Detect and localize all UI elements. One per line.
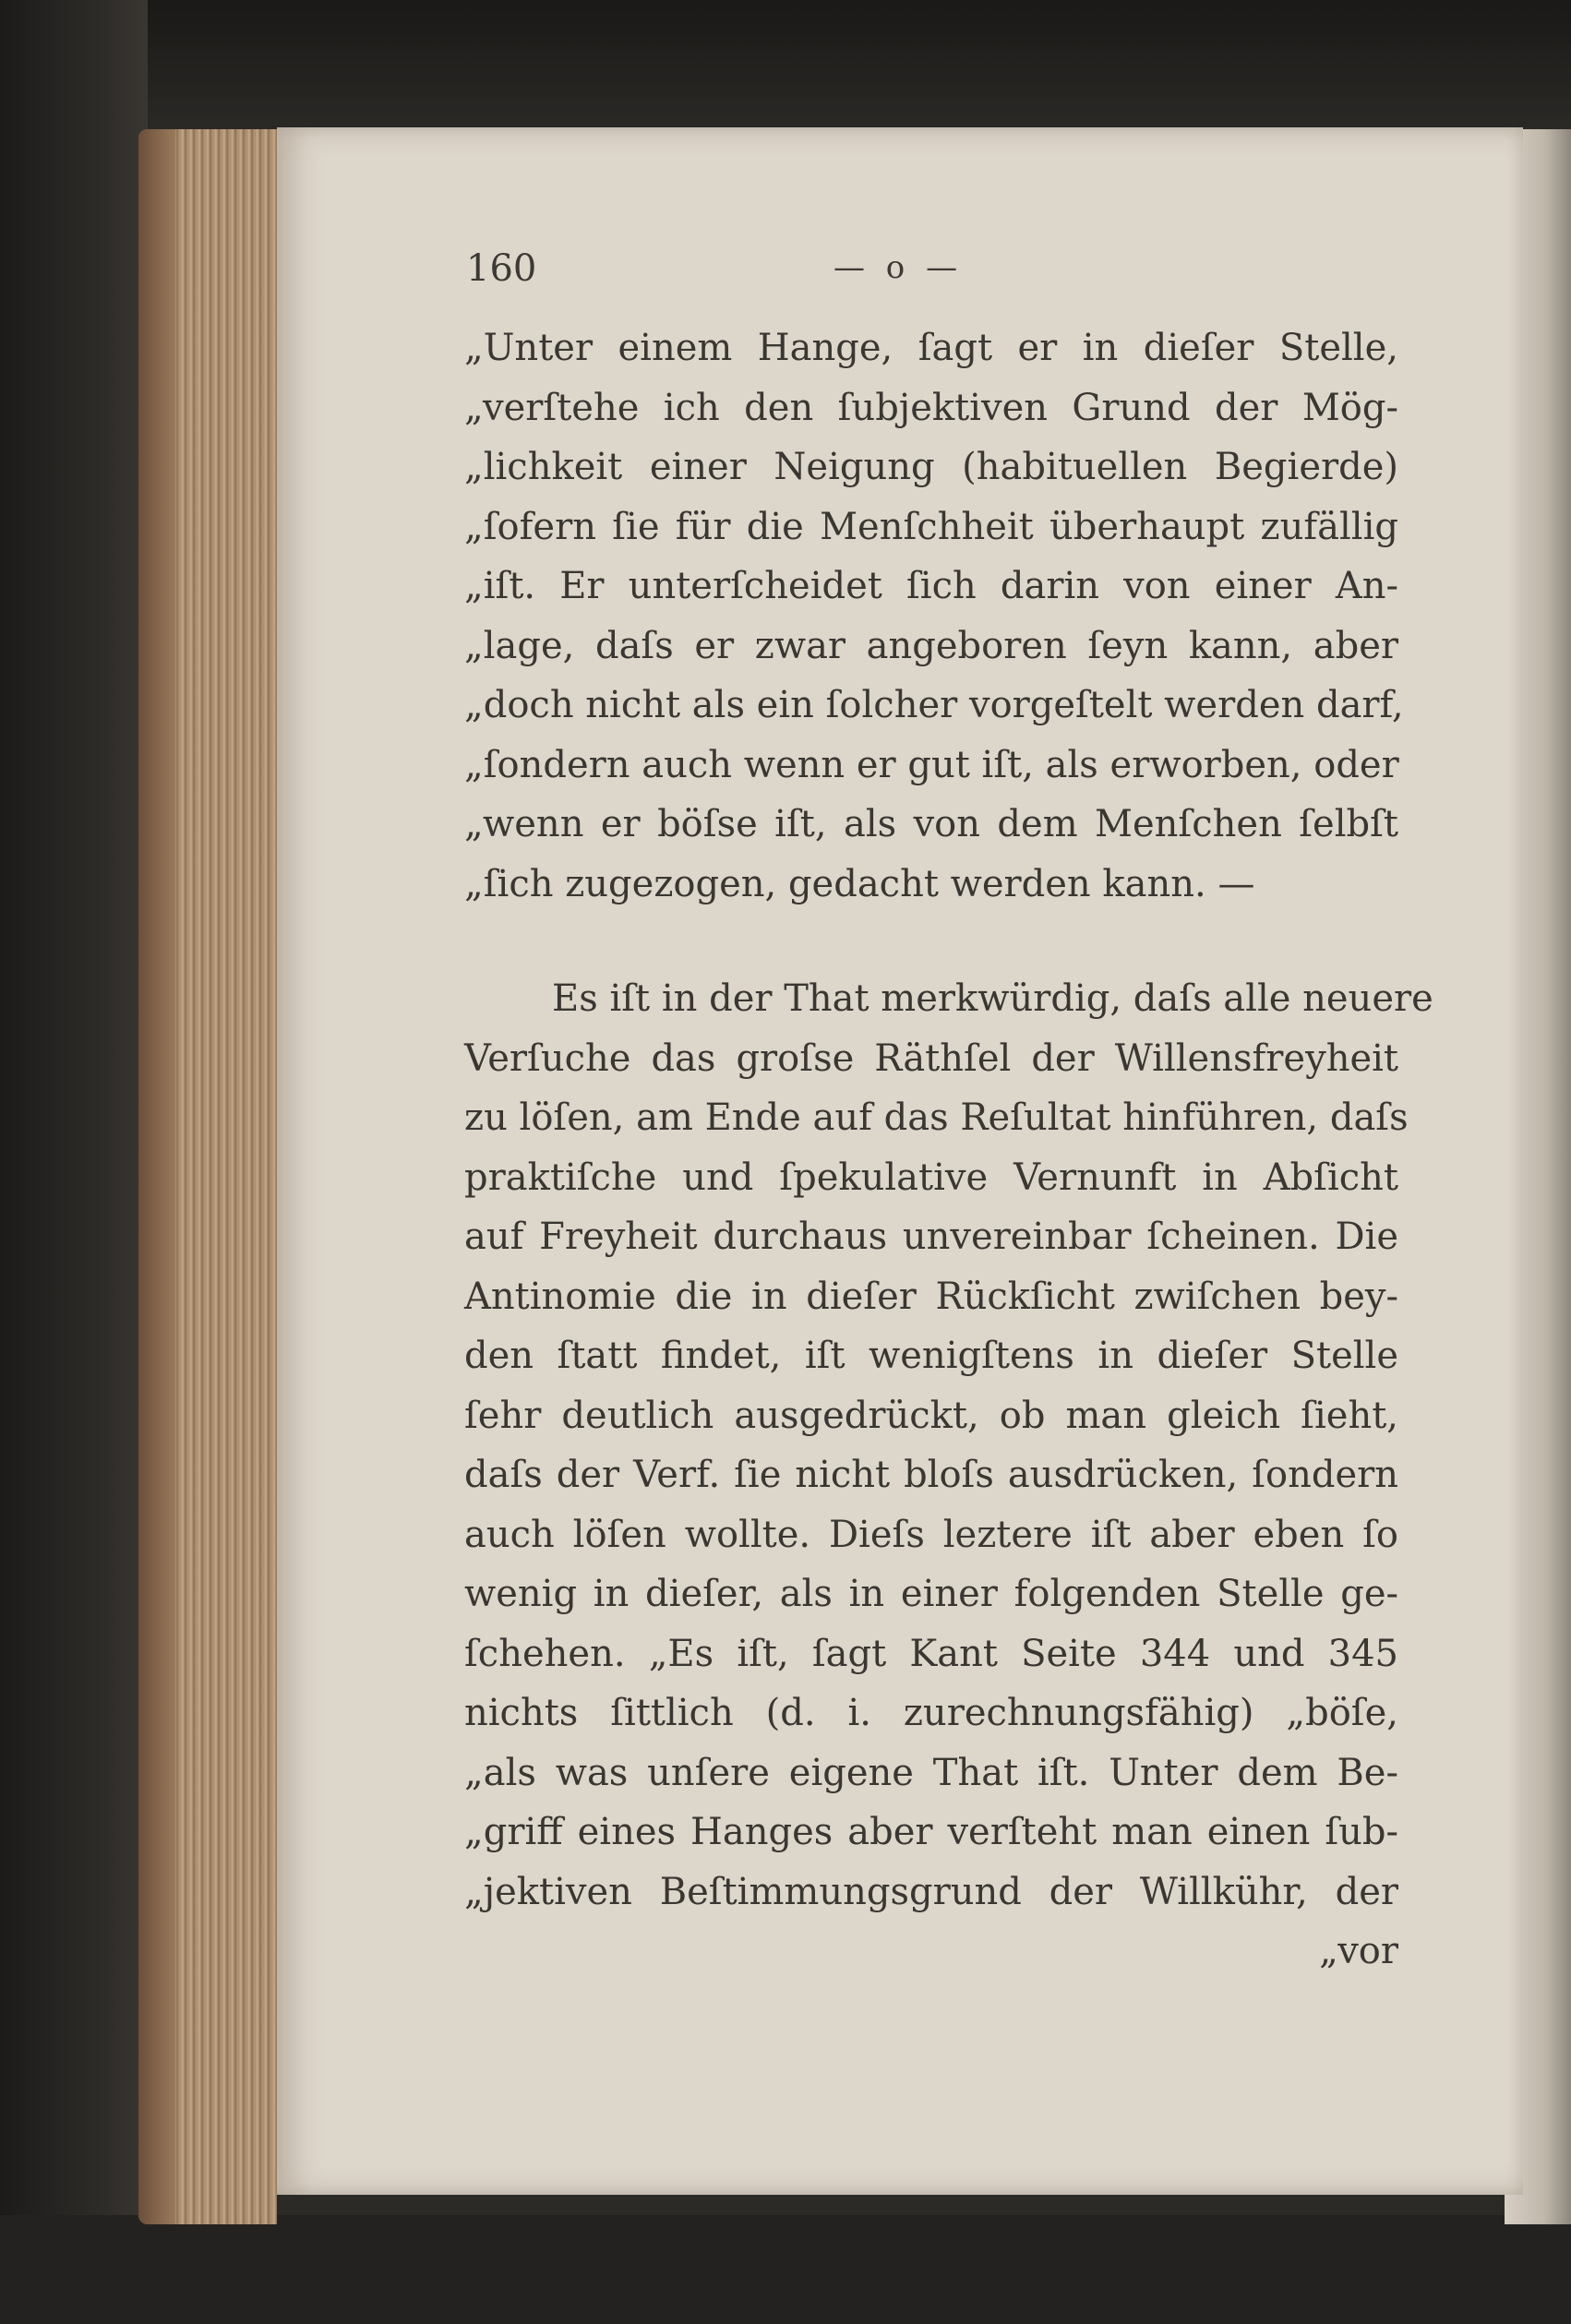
text-line: wenig in dieſer, als in einer folgenden Stelle ge- bbox=[464, 1573, 1398, 1615]
text-line: „iſt. Er unterſcheidet ſich darin von einer An- bbox=[464, 565, 1398, 607]
text-line: „jektiven Beſtimmungsgrund der Willkühr, der bbox=[464, 1870, 1398, 1913]
text-line: den ſtatt findet, iſt wenigſtens in dieſer Stelle bbox=[464, 1335, 1398, 1377]
text-line: auch löſen wollte. Dieſs leztere iſt aber eben ſo bbox=[464, 1513, 1398, 1556]
page-number: 160 bbox=[466, 247, 537, 290]
text-line: „wenn er böſse iſt, als von dem Menſchen ſelbſt bbox=[464, 803, 1398, 845]
text-line: ſehr deutlich ausgedrückt, ob man gleich ſieht, bbox=[464, 1394, 1398, 1437]
header-ornament: — o — bbox=[833, 249, 964, 286]
text-line: „griff eines Hanges aber verſteht man einen ſub- bbox=[464, 1811, 1398, 1853]
paragraph-gap bbox=[464, 914, 1398, 969]
text-line: daſs der Verf. ſie nicht bloſs ausdrücken, ſondern bbox=[464, 1454, 1398, 1496]
text-line: nichts ſittlich (d. i. zurechnungsfähig) „böſe, bbox=[464, 1692, 1398, 1734]
body-text bbox=[464, 318, 1433, 1982]
text-line: „als was unſere eigene That iſt. Unter dem Be- bbox=[464, 1751, 1398, 1794]
text-line: praktiſche und ſpekulative Vernunft in Abſicht bbox=[464, 1156, 1398, 1199]
text-line: ſchehen. „Es iſt, ſagt Kant Seite 344 und 345 bbox=[464, 1632, 1398, 1675]
text-line: Antinomie die in dieſer Rückſicht zwiſchen bey- bbox=[464, 1275, 1398, 1318]
text-line: Verſuche das groſse Räthſel der Willensfreyheit bbox=[464, 1036, 1398, 1080]
text-line: „ſofern ſie für die Menſchheit überhaupt zufällig bbox=[464, 505, 1398, 548]
page-header bbox=[466, 247, 1057, 303]
text-line: „lage, daſs er zwar angeboren ſeyn kann, aber bbox=[464, 624, 1398, 667]
backdrop-bottom bbox=[0, 2215, 1571, 2324]
text-line: „verſtehe ich den ſubjektiven Grund der Mög- bbox=[464, 386, 1398, 429]
catchword: „vor bbox=[1319, 1930, 1398, 1972]
text-line: „ſondern auch wenn er gut iſt, als erworben, oder bbox=[464, 743, 1399, 786]
backdrop-left bbox=[0, 0, 148, 2324]
text-line: „Unter einem Hange, ſagt er in dieſer Stelle, bbox=[464, 327, 1398, 369]
text-line: Es iſt in der That merkwürdig, daſs alle neuere bbox=[552, 977, 1433, 1020]
paragraph-2 bbox=[464, 969, 1433, 1922]
text-line: zu löſen, am Ende auf das Reſultat hinführen, daſs bbox=[464, 1096, 1409, 1139]
paragraph-1 bbox=[464, 318, 1404, 914]
backdrop-top bbox=[0, 0, 1571, 138]
text-line: „lichkeit einer Neigung (habituellen Begierde) bbox=[464, 446, 1398, 488]
text-line: „ſich zugezogen, gedacht werden kann. — bbox=[464, 862, 1255, 905]
text-line: auf Freyheit durchaus unvereinbar ſcheinen. Die bbox=[464, 1216, 1398, 1258]
book-spine bbox=[138, 129, 175, 2224]
text-line: „doch nicht als ein ſolcher vorgeſtelt werden darf, bbox=[464, 684, 1404, 726]
